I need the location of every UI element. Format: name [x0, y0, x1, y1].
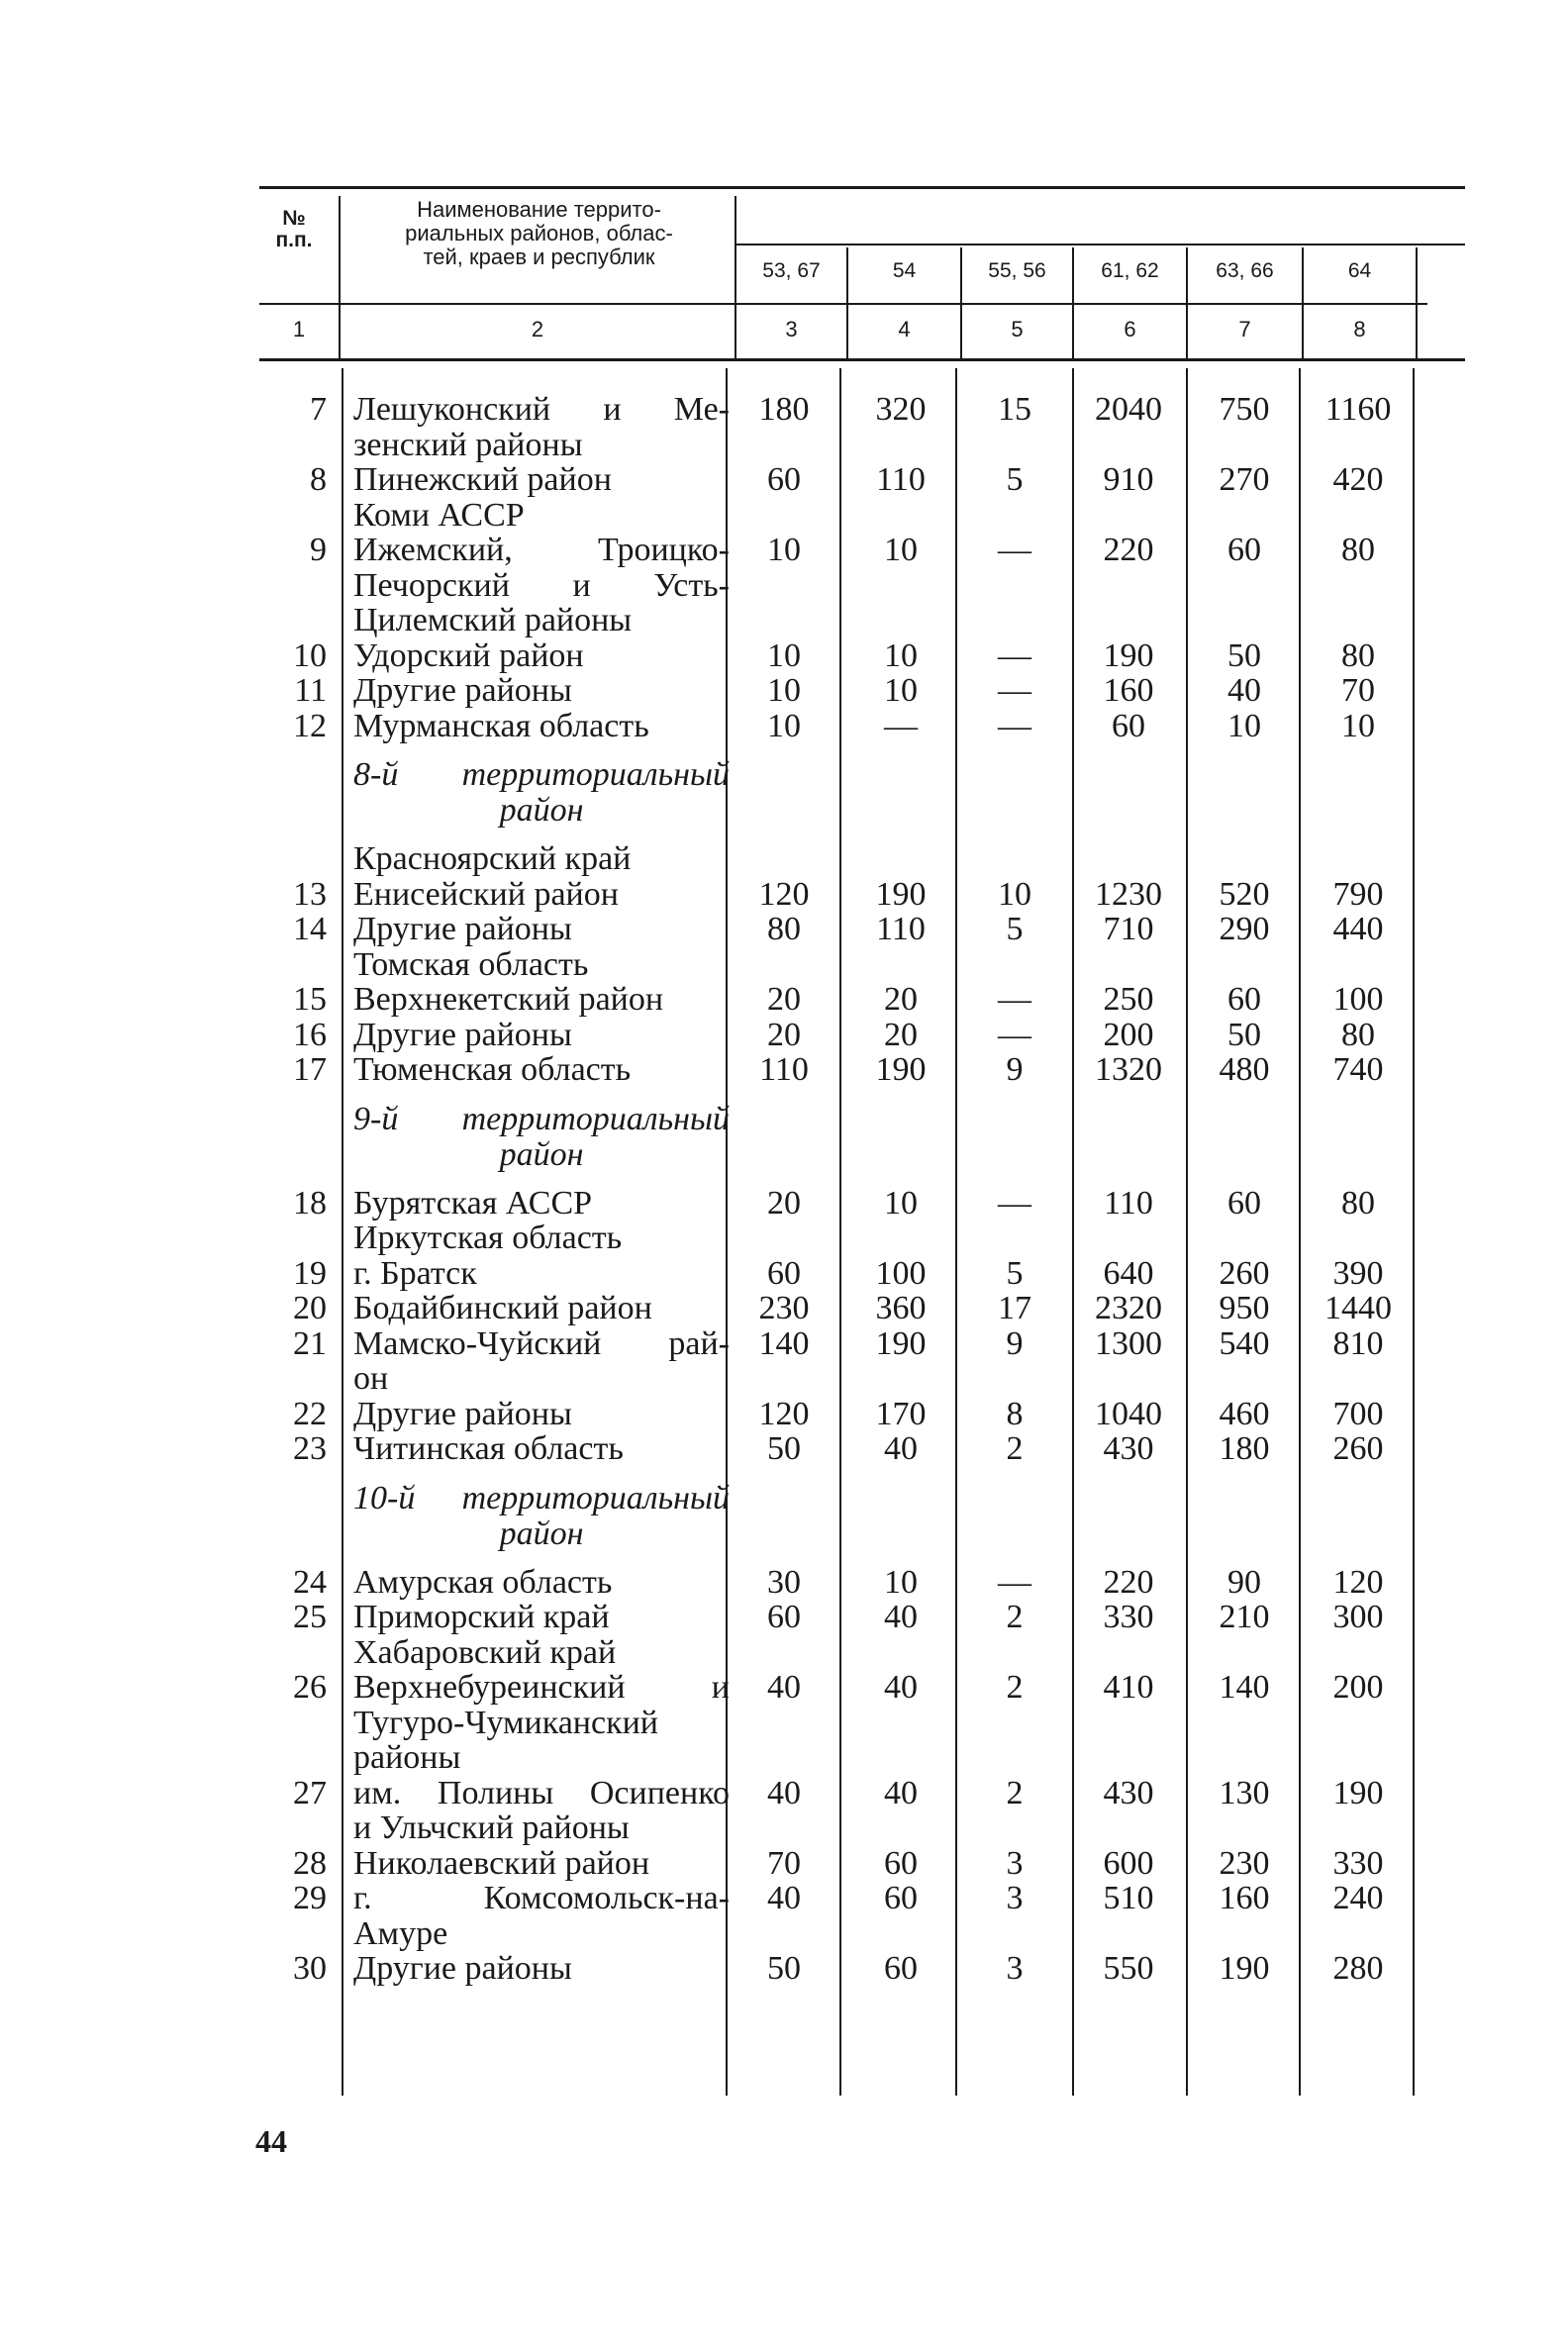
row-name: Красноярский край — [353, 840, 632, 877]
body-vline — [839, 368, 841, 2096]
row-value: 9 — [1006, 1051, 1024, 1088]
row-value: 190 — [1103, 636, 1154, 674]
row-value: — — [884, 707, 918, 744]
row-number: 20 — [293, 1290, 327, 1326]
row-value: 40 — [884, 1774, 918, 1811]
row-name: Бодайбинский район — [353, 1290, 652, 1326]
row-number: 28 — [293, 1844, 327, 1882]
row-number: 21 — [293, 1324, 327, 1362]
row-value: 360 — [875, 1290, 927, 1326]
row-value: 10 — [884, 636, 918, 674]
row-name: Верхнекетский район — [353, 981, 664, 1018]
row-value: 140 — [1219, 1669, 1270, 1706]
row-value: 250 — [1103, 981, 1154, 1018]
row-number: 17 — [293, 1051, 327, 1088]
row-value: 50 — [767, 1430, 801, 1467]
row-name: Печорский и Усть- — [353, 566, 730, 604]
row-value: 2 — [1006, 1430, 1024, 1467]
row-value: 260 — [1332, 1430, 1384, 1467]
row-value: 5 — [1006, 911, 1024, 947]
row-value: 110 — [876, 461, 926, 498]
column-index: 5 — [1011, 317, 1024, 342]
row-value: 60 — [767, 461, 801, 498]
row-value: 510 — [1103, 1880, 1154, 1916]
row-name: зенский районы — [353, 426, 583, 463]
column-index: 3 — [785, 317, 798, 342]
row-value: 40 — [767, 1880, 801, 1916]
row-value: 20 — [767, 1016, 801, 1053]
body-vline — [1413, 368, 1415, 2096]
row-value: 130 — [1219, 1774, 1270, 1811]
row-name: Бурятская АССР — [353, 1184, 593, 1222]
row-value: 2 — [1006, 1599, 1024, 1635]
row-number: 8 — [310, 461, 327, 498]
row-value: 160 — [1103, 672, 1154, 709]
row-name: Хабаровский край — [353, 1633, 617, 1671]
row-number: 24 — [293, 1563, 327, 1601]
row-value: 40 — [884, 1599, 918, 1635]
body-vline — [1186, 368, 1188, 2096]
row-value: 15 — [998, 391, 1031, 428]
row-name: Читинская область — [353, 1430, 624, 1467]
row-value: 280 — [1332, 1950, 1384, 1987]
row-value: 1040 — [1095, 1395, 1162, 1432]
section-heading-line: район — [499, 1135, 584, 1173]
row-value: 3 — [1006, 1880, 1024, 1916]
row-value: 100 — [1332, 981, 1384, 1018]
row-value: 100 — [875, 1254, 927, 1292]
row-value: 480 — [1219, 1051, 1270, 1088]
row-name: Верхнебуреинский и — [353, 1669, 730, 1706]
row-value: 60 — [767, 1599, 801, 1635]
row-number: 11 — [294, 672, 327, 709]
row-number: 23 — [293, 1430, 327, 1467]
column-index: 4 — [898, 317, 911, 342]
row-name: Пинежский район — [353, 461, 612, 498]
row-name: Амуре — [353, 1914, 448, 1952]
row-number: 25 — [293, 1599, 327, 1635]
row-value: 17 — [998, 1290, 1031, 1326]
column-index: 6 — [1124, 317, 1136, 342]
row-name: и Ульчский районы — [353, 1809, 630, 1846]
table-top-rule — [259, 186, 1465, 189]
row-value: 60 — [1112, 707, 1145, 744]
row-value: 430 — [1103, 1774, 1154, 1811]
row-number: 19 — [293, 1254, 327, 1292]
row-value: 1230 — [1095, 875, 1162, 913]
row-value: 3 — [1006, 1844, 1024, 1882]
row-name: Енисейский район — [353, 875, 619, 913]
row-value: 20 — [884, 981, 918, 1018]
row-value: 390 — [1332, 1254, 1384, 1292]
row-name: Тугуро-Чумиканский — [353, 1704, 658, 1741]
row-value: 10 — [884, 1184, 918, 1222]
row-value: 810 — [1332, 1324, 1384, 1362]
section-heading-line: район — [499, 1515, 584, 1552]
row-value: 520 — [1219, 875, 1270, 913]
row-number: 12 — [293, 707, 327, 744]
row-value: 170 — [875, 1395, 927, 1432]
row-value: 60 — [1227, 532, 1261, 568]
row-value: 190 — [875, 875, 927, 913]
row-value: 180 — [758, 391, 810, 428]
row-name: им. Полины Осипенко — [353, 1774, 730, 1811]
row-number: 16 — [293, 1016, 327, 1053]
row-value: 190 — [875, 1051, 927, 1088]
row-value: 300 — [1332, 1599, 1384, 1635]
row-value: 40 — [884, 1669, 918, 1706]
row-name: Ижемский, Троицко- — [353, 532, 730, 568]
row-value: 40 — [884, 1430, 918, 1467]
row-name: Другие районы — [353, 1016, 572, 1053]
row-name: Приморский край — [353, 1599, 610, 1635]
row-value: 9 — [1006, 1324, 1024, 1362]
row-value: 10 — [767, 672, 801, 709]
row-value: 110 — [1104, 1184, 1153, 1222]
row-value: 220 — [1103, 532, 1154, 568]
row-value: 30 — [767, 1563, 801, 1601]
section-heading-line: 9-й территориальный — [353, 1100, 730, 1137]
row-value: 210 — [1219, 1599, 1270, 1635]
row-value: 10 — [1227, 707, 1261, 744]
row-value: 2320 — [1095, 1290, 1162, 1326]
section-heading-line: район — [499, 792, 584, 829]
section-heading — [353, 1102, 730, 1173]
row-value: 140 — [758, 1324, 810, 1362]
row-value: 330 — [1332, 1844, 1384, 1882]
row-value: — — [998, 1016, 1031, 1053]
column-index: 1 — [292, 317, 306, 342]
row-name: Амурская область — [353, 1563, 613, 1601]
row-value: 230 — [758, 1290, 810, 1326]
row-number: 22 — [293, 1395, 327, 1432]
row-name: г. Братск — [353, 1254, 477, 1292]
row-value: 1320 — [1095, 1051, 1162, 1088]
row-name: он — [353, 1360, 389, 1397]
header-bottom-rule — [259, 358, 1465, 361]
row-value: 60 — [1227, 981, 1261, 1018]
row-value: 640 — [1103, 1254, 1154, 1292]
section-heading — [353, 757, 730, 829]
column-index: 2 — [531, 317, 544, 342]
row-value: 230 — [1219, 1844, 1270, 1882]
row-value: 2 — [1006, 1774, 1024, 1811]
row-number: 18 — [293, 1184, 327, 1222]
row-value: 10 — [767, 636, 801, 674]
header-code: 61, 62 — [1101, 259, 1159, 282]
row-value: 110 — [759, 1051, 809, 1088]
row-name: Коми АССР — [353, 496, 525, 534]
column-index: 8 — [1353, 317, 1366, 342]
row-value: 460 — [1219, 1395, 1270, 1432]
row-value: 120 — [1332, 1563, 1384, 1601]
header-code: 64 — [1347, 259, 1372, 282]
row-value: 10 — [884, 672, 918, 709]
row-value: 540 — [1219, 1324, 1270, 1362]
body-vline — [1072, 368, 1074, 2096]
row-value: 60 — [884, 1844, 918, 1882]
row-value: 60 — [767, 1254, 801, 1292]
row-value: 1300 — [1095, 1324, 1162, 1362]
row-value: 120 — [758, 1395, 810, 1432]
row-value: 1160 — [1324, 391, 1392, 428]
row-value: 80 — [1341, 636, 1375, 674]
row-value: 3 — [1006, 1950, 1024, 1987]
header-sub-rule — [735, 244, 1465, 245]
row-name: Другие районы — [353, 1950, 572, 1987]
row-value: 240 — [1332, 1880, 1384, 1916]
row-value: 50 — [1227, 636, 1261, 674]
row-name: Другие районы — [353, 1395, 572, 1432]
row-number: 14 — [293, 911, 327, 947]
row-name: Лешуконский и Ме- — [353, 391, 730, 428]
row-value: 80 — [767, 911, 801, 947]
row-value: 600 — [1103, 1844, 1154, 1882]
header-vline — [1416, 247, 1418, 358]
row-value: 60 — [884, 1880, 918, 1916]
row-value: 60 — [884, 1950, 918, 1987]
row-name: Другие районы — [353, 672, 572, 709]
row-value: 160 — [1219, 1880, 1270, 1916]
row-value: 440 — [1332, 911, 1384, 947]
row-value: 10 — [884, 1563, 918, 1601]
row-value: 5 — [1006, 1254, 1024, 1292]
row-value: 50 — [767, 1950, 801, 1987]
row-value: 320 — [875, 391, 927, 428]
row-name: Цилемский районы — [353, 602, 633, 638]
row-value: 2040 — [1095, 391, 1162, 428]
row-number: 13 — [293, 875, 327, 913]
row-value: 40 — [767, 1669, 801, 1706]
section-heading-line: 10-й территориальный — [353, 1479, 730, 1516]
row-name: Другие районы — [353, 911, 572, 947]
row-number: 30 — [293, 1950, 327, 1987]
row-value: 700 — [1332, 1395, 1384, 1432]
row-name: Николаевский район — [353, 1844, 650, 1882]
row-value: 110 — [876, 911, 926, 947]
row-value: 710 — [1103, 911, 1154, 947]
row-value: 120 — [758, 875, 810, 913]
row-value: 80 — [1341, 1016, 1375, 1053]
header-name-label: Наименование террито- риальных районов, облас- тей, краев и республик — [405, 197, 673, 269]
header-code: 55, 56 — [988, 259, 1046, 282]
row-value: 10 — [767, 532, 801, 568]
row-value: 420 — [1332, 461, 1384, 498]
row-number: 26 — [293, 1669, 327, 1706]
row-value: 950 — [1219, 1290, 1270, 1326]
row-value: 90 — [1227, 1563, 1261, 1601]
row-value: 10 — [998, 875, 1031, 913]
row-value: — — [998, 1563, 1031, 1601]
row-value: 790 — [1332, 875, 1384, 913]
row-value: 60 — [1227, 1184, 1261, 1222]
row-value: — — [998, 636, 1031, 674]
row-value: 50 — [1227, 1016, 1261, 1053]
row-value: 20 — [767, 981, 801, 1018]
section-heading-line: 8-й территориальный — [353, 756, 730, 793]
row-number: 29 — [293, 1880, 327, 1916]
header-number-label: № п.п. — [275, 207, 313, 251]
row-value: 190 — [875, 1324, 927, 1362]
row-name: районы — [353, 1739, 461, 1776]
row-name: Удорский район — [353, 636, 584, 674]
row-value: 20 — [767, 1184, 801, 1222]
body-vline — [342, 368, 343, 2096]
row-value: 740 — [1332, 1051, 1384, 1088]
header-mid-rule — [259, 303, 1427, 305]
row-value: 190 — [1219, 1950, 1270, 1987]
row-value: 70 — [767, 1844, 801, 1882]
row-value: 260 — [1219, 1254, 1270, 1292]
header-code: 54 — [892, 259, 917, 282]
row-number: 15 — [293, 981, 327, 1018]
row-value: 410 — [1103, 1669, 1154, 1706]
row-name: Мамско-Чуйский рай- — [353, 1324, 730, 1362]
row-number: 27 — [293, 1774, 327, 1811]
row-name: Тюменская область — [353, 1051, 632, 1088]
row-value: — — [998, 672, 1031, 709]
section-heading — [353, 1481, 730, 1552]
row-value: 1440 — [1324, 1290, 1392, 1326]
row-number: 7 — [310, 391, 327, 428]
row-number: 10 — [293, 636, 327, 674]
row-value: 290 — [1219, 911, 1270, 947]
header-code: 63, 66 — [1216, 259, 1274, 282]
row-value: 430 — [1103, 1430, 1154, 1467]
header-code: 53, 67 — [762, 259, 821, 282]
row-value: — — [998, 707, 1031, 744]
row-value: 750 — [1219, 391, 1270, 428]
row-name: Томская область — [353, 945, 589, 983]
row-value: 220 — [1103, 1563, 1154, 1601]
row-value: 10 — [1341, 707, 1375, 744]
body-vline — [955, 368, 957, 2096]
row-number: 9 — [310, 532, 327, 568]
row-value: 80 — [1341, 532, 1375, 568]
row-value: 330 — [1103, 1599, 1154, 1635]
row-value: 910 — [1103, 461, 1154, 498]
row-value: 190 — [1332, 1774, 1384, 1811]
row-value: 70 — [1341, 672, 1375, 709]
row-value: — — [998, 981, 1031, 1018]
row-value: 10 — [767, 707, 801, 744]
row-value: 40 — [1227, 672, 1261, 709]
row-value: 40 — [767, 1774, 801, 1811]
row-value: 200 — [1332, 1669, 1384, 1706]
page-number: 44 — [255, 2123, 287, 2159]
row-value: 2 — [1006, 1669, 1024, 1706]
row-value: 180 — [1219, 1430, 1270, 1467]
row-name: Мурманская область — [353, 707, 649, 744]
row-value: 8 — [1006, 1395, 1024, 1432]
row-value: — — [998, 1184, 1031, 1222]
column-index: 7 — [1238, 317, 1251, 342]
row-name: Иркутская область — [353, 1220, 623, 1256]
row-name: г. Комсомольск-на- — [353, 1880, 730, 1916]
row-value: 550 — [1103, 1950, 1154, 1987]
row-value: — — [998, 532, 1031, 568]
row-value: 10 — [884, 532, 918, 568]
row-value: 80 — [1341, 1184, 1375, 1222]
body-vline — [1299, 368, 1301, 2096]
row-value: 270 — [1219, 461, 1270, 498]
row-value: 5 — [1006, 461, 1024, 498]
row-value: 20 — [884, 1016, 918, 1053]
row-value: 200 — [1103, 1016, 1154, 1053]
